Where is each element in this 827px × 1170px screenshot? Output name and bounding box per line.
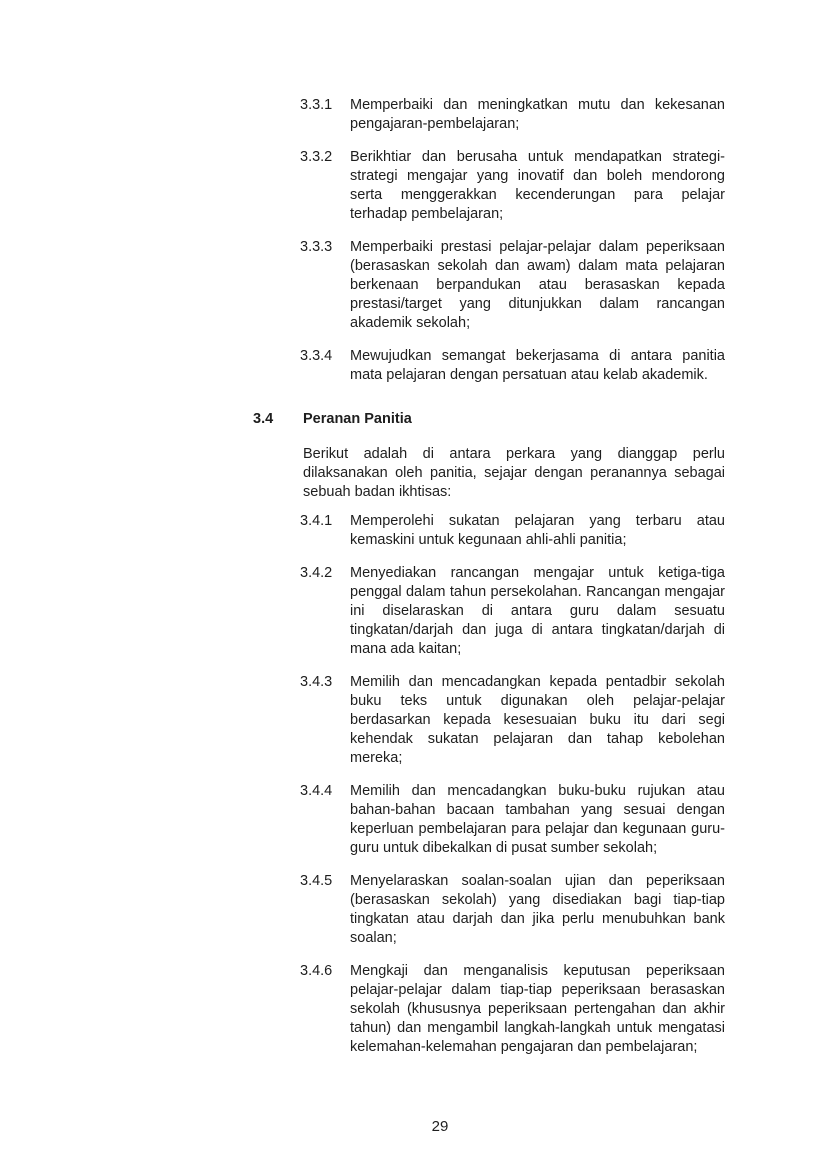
section-number: 3.4 bbox=[253, 411, 274, 427]
list-item-text: Memperbaiki dan meningkatkan mutu dan kekesanan pengajaran-pembelajaran; bbox=[350, 97, 725, 132]
list-item bbox=[300, 347, 725, 385]
list-item-text: Menyediakan rancangan mengajar untuk ketiga-tiga penggal dalam tahun persekolahan. Rancangan mengajar ini diselaraskan di antara guru dalam sesuatu tingkatan/darjah dan juga di antara tingkatan/darjah di mana ada kaitan; bbox=[350, 565, 725, 657]
list-item bbox=[300, 148, 725, 224]
list-item-number: 3.4.2 bbox=[300, 565, 333, 581]
list-item-text: Menyelaraskan soalan-soalan ujian dan peperiksaan (berasaskan sekolah) yang disediakan bagi tiap-tiap tingkatan atau darjah dan jika perlu menubuhkan bank soalan; bbox=[350, 873, 725, 946]
document-content bbox=[0, 96, 827, 1071]
list-item-text: Berikhtiar dan berusaha untuk mendapatkan strategi-strategi mengajar yang inovatif dan boleh mendorong serta menggerakkan kecenderungan para pelajar terhadap pembelajaran; bbox=[350, 149, 725, 222]
section-heading bbox=[253, 410, 827, 429]
section-intro: Berikut adalah di antara perkara yang dianggap perlu dilaksanakan oleh panitia, sejajar dengan peranannya sebagai sebuah badan ikhtisas: bbox=[303, 446, 725, 500]
list-item-number: 3.3.3 bbox=[300, 239, 333, 255]
page-number: 29 bbox=[431, 1118, 449, 1135]
list-item-number: 3.4.4 bbox=[300, 783, 333, 799]
list-item-number: 3.3.4 bbox=[300, 348, 333, 364]
section-title: Peranan Panitia bbox=[303, 411, 412, 427]
list-item-text: Memilih dan mencadangkan kepada pentadbir sekolah buku teks untuk digunakan oleh pelajar-pelajar berdasarkan kepada kesesuaian buku itu dari segi kehendak sukatan pelajaran dan tahap kebolehan mereka; bbox=[350, 674, 725, 766]
list-item-text: Memperbaiki prestasi pelajar-pelajar dalam peperiksaan (berasaskan sekolah dan awam) dalam mata pelajaran berkenaan berpandukan atau berasaskan kepada prestasi/target yang ditunjukkan dalam rancangan akademik sekolah; bbox=[350, 239, 725, 331]
list-item bbox=[300, 673, 725, 768]
list-item-number: 3.3.2 bbox=[300, 149, 333, 165]
list-item-number: 3.4.1 bbox=[300, 513, 333, 529]
list-item-text: Memilih dan mencadangkan buku-buku rujukan atau bahan-bahan bacaan tambahan yang sesuai dengan keperluan pembelajaran para pelajar dan kegunaan guru-guru untuk dibekalkan di pusat sumber sekolah; bbox=[350, 783, 725, 856]
list-item-number: 3.3.1 bbox=[300, 97, 333, 113]
list-item bbox=[300, 564, 725, 659]
list-item bbox=[300, 238, 725, 333]
list-item-number: 3.4.5 bbox=[300, 873, 333, 889]
list-item bbox=[300, 96, 725, 134]
list-item-text: Memperolehi sukatan pelajaran yang terbaru atau kemaskini untuk kegunaan ahli-ahli panitia; bbox=[350, 513, 725, 548]
list-item bbox=[300, 512, 725, 550]
list-item bbox=[300, 872, 725, 948]
list-item bbox=[300, 782, 725, 858]
list-item-number: 3.4.6 bbox=[300, 963, 333, 979]
list-item-number: 3.4.3 bbox=[300, 674, 333, 690]
list-item-text: Mewujudkan semangat bekerjasama di antara panitia mata pelajaran dengan persatuan atau kelab akademik. bbox=[350, 348, 725, 383]
list-item bbox=[300, 962, 725, 1057]
list-item-text: Mengkaji dan menganalisis keputusan peperiksaan pelajar-pelajar dalam tiap-tiap peperiksaan berasaskan sekolah (khususnya peperiksaan pertengahan dan akhir tahun) dan mengambil langkah-langkah untuk mengatasi kelemahan-kelemahan pengajaran dan pembelajaran; bbox=[350, 963, 725, 1055]
